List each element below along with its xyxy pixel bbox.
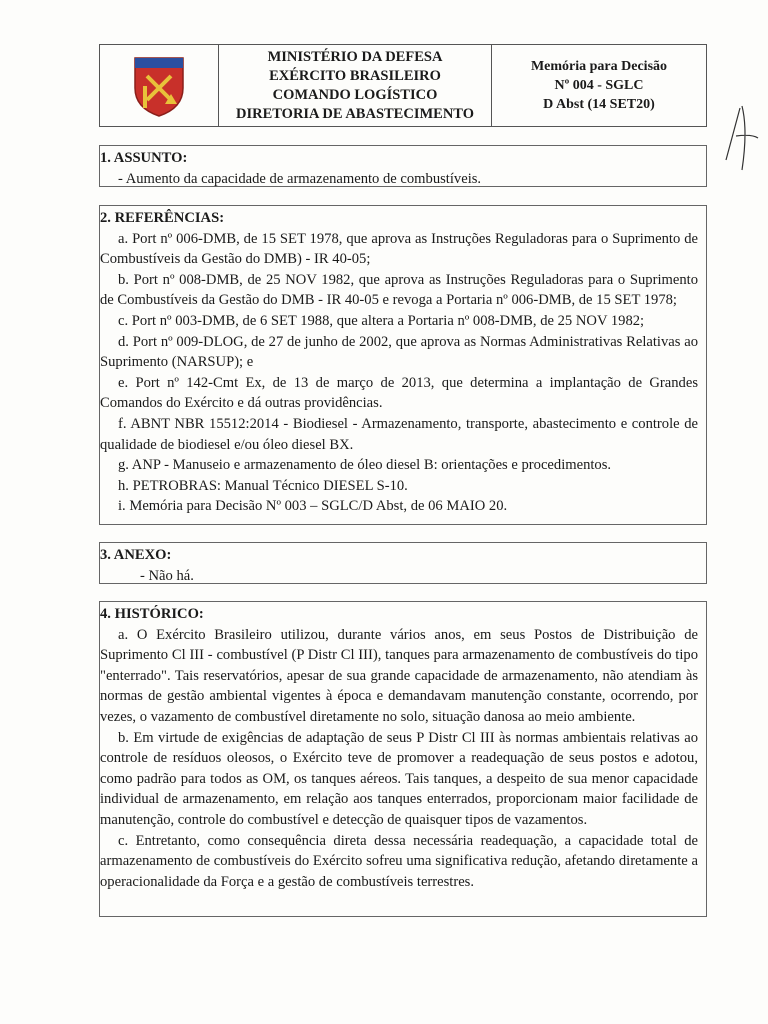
org-line-1: MINISTÉRIO DA DEFESA [267,48,443,65]
memo-line-2: Nº 004 - SGLC [554,78,644,93]
memo-line-3: D Abst (14 SET20) [543,97,655,112]
reference-item: i. Memória para Decisão Nº 003 – SGLC/D Abst, de 06 MAIO 20. [118,498,508,515]
reference-item: c. Port nº 003-DMB, de 6 SET 1988, que altera a Portaria nº 008-DMB, de 25 NOV 1982; [118,312,645,329]
organization-block [219,45,492,126]
reference-item: g. ANP - Manuseio e armazenamento de óleo diesel B: orientações e procedimentos. [118,457,612,474]
reference-item: h. PETROBRAS: Manual Técnico DIESEL S-10. [118,477,408,494]
reference-item: b. Port nº 008-DMB, de 25 NOV 1982, que aprova as Instruções Reguladoras para o Suprimento de Combustíveis da Gestão do DMB - IR 40-05 e revoga a Portaria nº 006-DMB, de 15 SET 1978; [100,271,698,309]
historico-item: c. Entretanto, como consequência direta dessa necessária readequação, a capacidade total de armazenamento de combustíveis do Exército sofreu uma significativa redução, afetando diretamente a operacionalidade da Força e a gestão de combustíveis terrestres. [100,832,698,890]
anexo-title: 3. ANEXO: [100,547,172,563]
historico-item: b. Em virtude de exigências de adaptação de seus P Distr Cl III às normas ambientais relativas ao controle de resíduos oleosos, o Exército teve de promover a readequação de seus postos e adotou, como padrão para todos as OM, os tanques aéreos. Tais tanques, a despeito de sua menor capacidade individual de armazenamento, em relação aos tanques enterrados, proporcionam maior facilidade de manutenção, controle do combustível e detecção de quaisquer tipos de vazamentos. [100,729,698,828]
signature-icon [712,100,762,180]
section-assunto [99,145,707,187]
assunto-text: - Aumento da capacidade de armazenamento de combustíveis. [118,170,482,187]
section-referencias [99,205,707,525]
reference-item: d. Port nº 009-DLOG, de 27 de junho de 2002, que aprova as Normas Administrativas Relativas ao Suprimento (NARSUP); e [100,333,698,371]
anexo-text: - Não há. [140,567,194,584]
section-historico [99,601,707,917]
assunto-title: 1. ASSUNTO: [100,150,188,166]
org-line-4: DIRETORIA DE ABASTECIMENTO [236,105,474,122]
org-line-3: COMANDO LOGÍSTICO [272,86,438,103]
memo-line-1: Memória para Decisão [530,59,668,74]
section-anexo [99,542,707,584]
memo-id-block [492,45,706,126]
shield-emblem-icon [133,54,185,118]
reference-item: e. Port nº 142-Cmt Ex, de 13 de março de 2013, que determina a implantação de Grandes Comandos do Exército e dá outras providências. [100,374,698,412]
document-header [99,44,707,127]
org-line-2: EXÉRCITO BRASILEIRO [269,67,441,84]
historico-item: a. O Exército Brasileiro utilizou, durante vários anos, em seus Postos de Distribuição de Suprimento Cl III - combustível (P Distr Cl III), tanques para armazenamento de combustíveis do tipo "enterrado". Tais reservatórios, apesar de sua grande capacidade de armazenamento, não atendiam às normas de gestão ambiental vigentes à época e demandavam manutenção constante, ocorrendo, por vezes, o vazamento de combustível diretamente no solo, situação danosa ao meio ambiente. [100,626,698,725]
historico-title: 4. HISTÓRICO: [100,606,204,622]
reference-item: f. ABNT NBR 15512:2014 - Biodiesel - Armazenamento, transporte, abastecimento e controle de qualidade de biodiesel e/ou óleo diesel BX. [100,415,698,453]
reference-item: a. Port nº 006-DMB, de 15 SET 1978, que aprova as Instruções Reguladoras para o Suprimento de Combustíveis da Gestão do DMB) - IR 40-05; [100,230,698,268]
logo-cell [100,45,219,126]
referencias-title: 2. REFERÊNCIAS: [100,210,225,226]
